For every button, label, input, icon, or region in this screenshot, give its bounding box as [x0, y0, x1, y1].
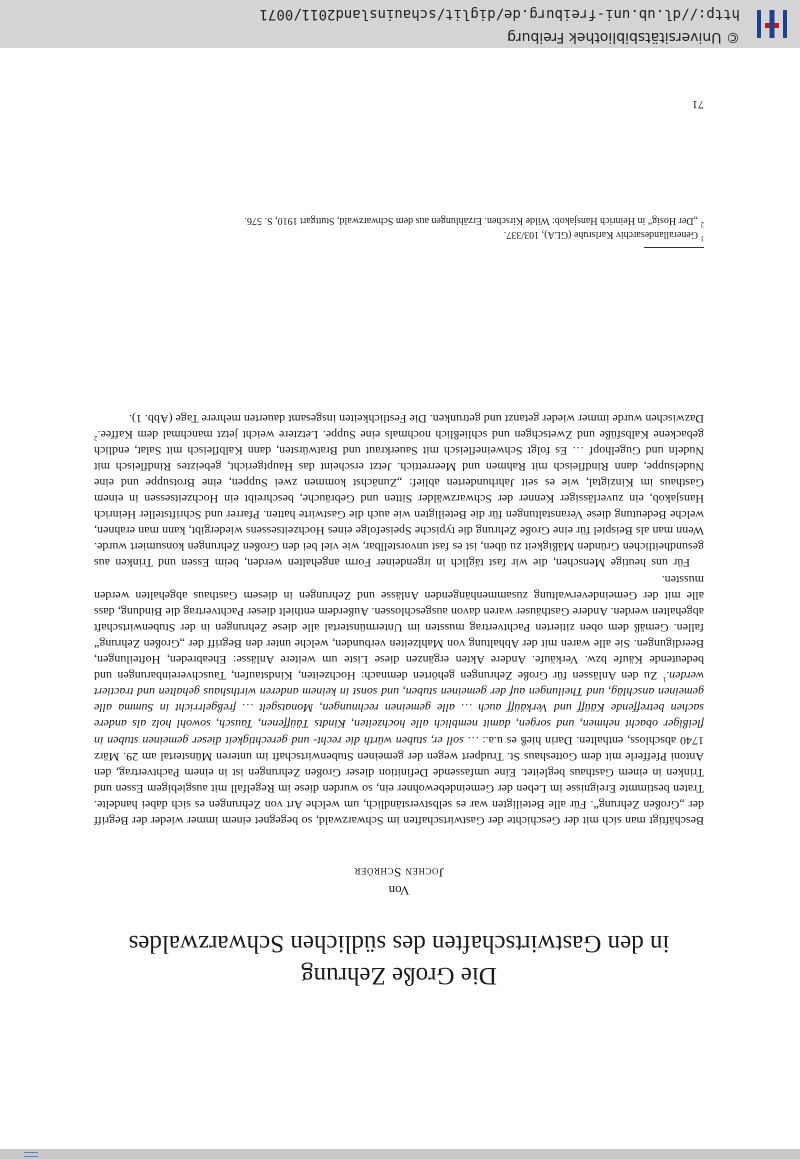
- permalink[interactable]: http://dl.ub.uni-freiburg.de/diglit/schauinsland2011/0071: [259, 6, 740, 22]
- paragraph-2-text-b: Dazwischen wurde immer wieder getanzt und getrunken. Die Festlichkeiten insgesamt dauerten mehrere Tage (Abb. 1).: [128, 411, 704, 426]
- article-title: [94, 927, 704, 991]
- footnote-2: [94, 214, 704, 227]
- article-body: [94, 411, 704, 829]
- paragraph-1: [94, 572, 704, 830]
- institution-credit: © Universitätsbibliothek Freiburg: [507, 29, 740, 45]
- footnote-2-text: „Der Hosig“ in Heinrich Hansjakob: Wilde Kirschen. Erzählungen aus dem Schwarzwald, Stuttgart 1910, S. 576.: [244, 215, 698, 226]
- top-strip: [0, 1149, 800, 1159]
- footnote-ref-1[interactable]: 1: [662, 675, 667, 684]
- page-marks: [24, 1152, 38, 1157]
- paragraph-2: [94, 411, 704, 572]
- footnote-rule: [644, 247, 704, 248]
- page-number: 71: [692, 98, 704, 112]
- contract-quote: … soll er, stuben würth die recht- und gerechtigkeit dieser gemeinen stuben in fleißiger obacht nehmen, und sorgen, damit nemblich alle hochzeiten, Kindts Täüffenen, Tausch, sowohl holz als andere sachen betreffende Käüff und Verkäüff auch … alle gemeinen rechnungen, Monatsgelt … freßgelrricht in Summa alle gemeinen anschläg, und Theilungen auf der gemeinen stuben, und sonst in keinem anderen wirthshaus gehalten und tractiert werden.: [94, 669, 704, 748]
- title-line-1: Die Große Zehrung: [301, 962, 497, 989]
- footnote-1: [94, 228, 704, 241]
- footnote-1-text: Generallandesarchiv Karlsruhe (GLA), 103/337.: [503, 229, 698, 240]
- paragraph-1-text-b: Zu den Anlässen für Große Zehrungen gehörten demnach: Hochzeiten, Kindstaufen, Tauschvereinbarungen und bedeutende Käufe bzw. Verkäufe. Andere Akten ergänzen diese Liste um weitere Anlässe: Eheabreden, Hofteilungen, Beerdigungen. Sie alle waren mit der Abhaltung von Mahlzeiten verbunden, welche unter den Begriff der „Großen Zehrung“ fallen. Gemäß dem oben zitierten Pachtvertrag mussten im Untermünstertal alle diese Zehrungen in der Stubenwirtschaft abgehalten werden. Andere Gasthäuser waren davon ausgeschlossen. Außerdem enthielt dieser Pachtvertrag die Bindung, dass alle mit der Gemeindeverwaltung zusammenhängenden Anlässe und Zehrungen in diesem Gasthaus abgehalten werden mussten.: [94, 572, 704, 684]
- footnotes: [94, 213, 704, 241]
- footnote-ref-2[interactable]: 2: [94, 433, 98, 442]
- byline-von: Von: [388, 883, 410, 898]
- title-line-2: in den Gastwirtschaften des südlichen Schwarzwaldes: [128, 930, 670, 957]
- footnote-2-mark: 2: [700, 220, 704, 229]
- byline: [94, 863, 704, 899]
- paragraph-1-text-a: Beschäftigt man sich mit der Geschichte der Gastwirtschaften im Schwarzwald, so begegnet einem immer wieder der Begriff der „Großen Zehrung“. Für alle Beteiligten war es selbstverständlich, um welche Art von Zehrungen es sich dabei handelte. Traten bestimmte Ereignisse im Leben der Gemeindebewohner ein, so wurden diese im Regelfall mit ausgiebigem Essen und Trinken in einem Gasthaus begleitet. Eine umfassende Definition dieser Großen Zehrungen ist in einem Pachtvertrag, den Antoni Pfefferle mit dem Gotteshaus St. Trudpert wegen der gemeinen Stubenwirtschaft im unteren Münstertal am 29. März 1740 abschloss, enthalten. Darin hieß es u.a.:: [94, 733, 704, 828]
- library-footer: [0, 0, 800, 48]
- paragraph-2-text-a: Für uns heutige Menschen, die wir fast täglich in irgendeiner Form angehalten werden, beim Essen und Trinken aus gesundheitlichen Gründen Mäßigkeit zu üben, ist es fast unvorstellbar, wie viel bei den Großen Zehrungen konsumiert wurde. Wenn man als Beispiel für eine Große Zehrung die typische Speisefolge eines Hochzeitsessens wiedergibt, kann man erahnen, welche Bedeutung diese Veranstaltungen für die Beteiligten wie auch die Gastwirte hatten. Pfarrer und Schriftsteller Heinrich Hansjakob, ein zuverlässiger Kenner der Schwarzwälder Sitten und Gebräuche, beschreibt ein Hochzeitsessen in einem Gasthaus im Kinzigtal, wie es seit Jahrhunderten ablief: „Zunächst kommen zwei Suppen, eine Brotsuppe und eine Nudelsuppe, dann Rindfleisch mit Rahmen und Meerrettich. Jetzt erscheint das Hauptgericht, gebeiztes Rindfleisch mit Nudeln und Gugelhopf … Es folgt Schweinefleisch mit Sauerkraut und Bratwürsten, dann Kalbfleisch mit Salat, endlich gebackene Kalbsfüße und Zwetschgen und schließlich nochmals eine Suppe. Letztere weicht jetzt manchmal dem Kaffee.: [94, 427, 704, 571]
- author-name: Jochen Schröer: [353, 865, 445, 880]
- university-library-logo-icon: [752, 4, 792, 44]
- footnote-1-mark: 1: [700, 234, 704, 243]
